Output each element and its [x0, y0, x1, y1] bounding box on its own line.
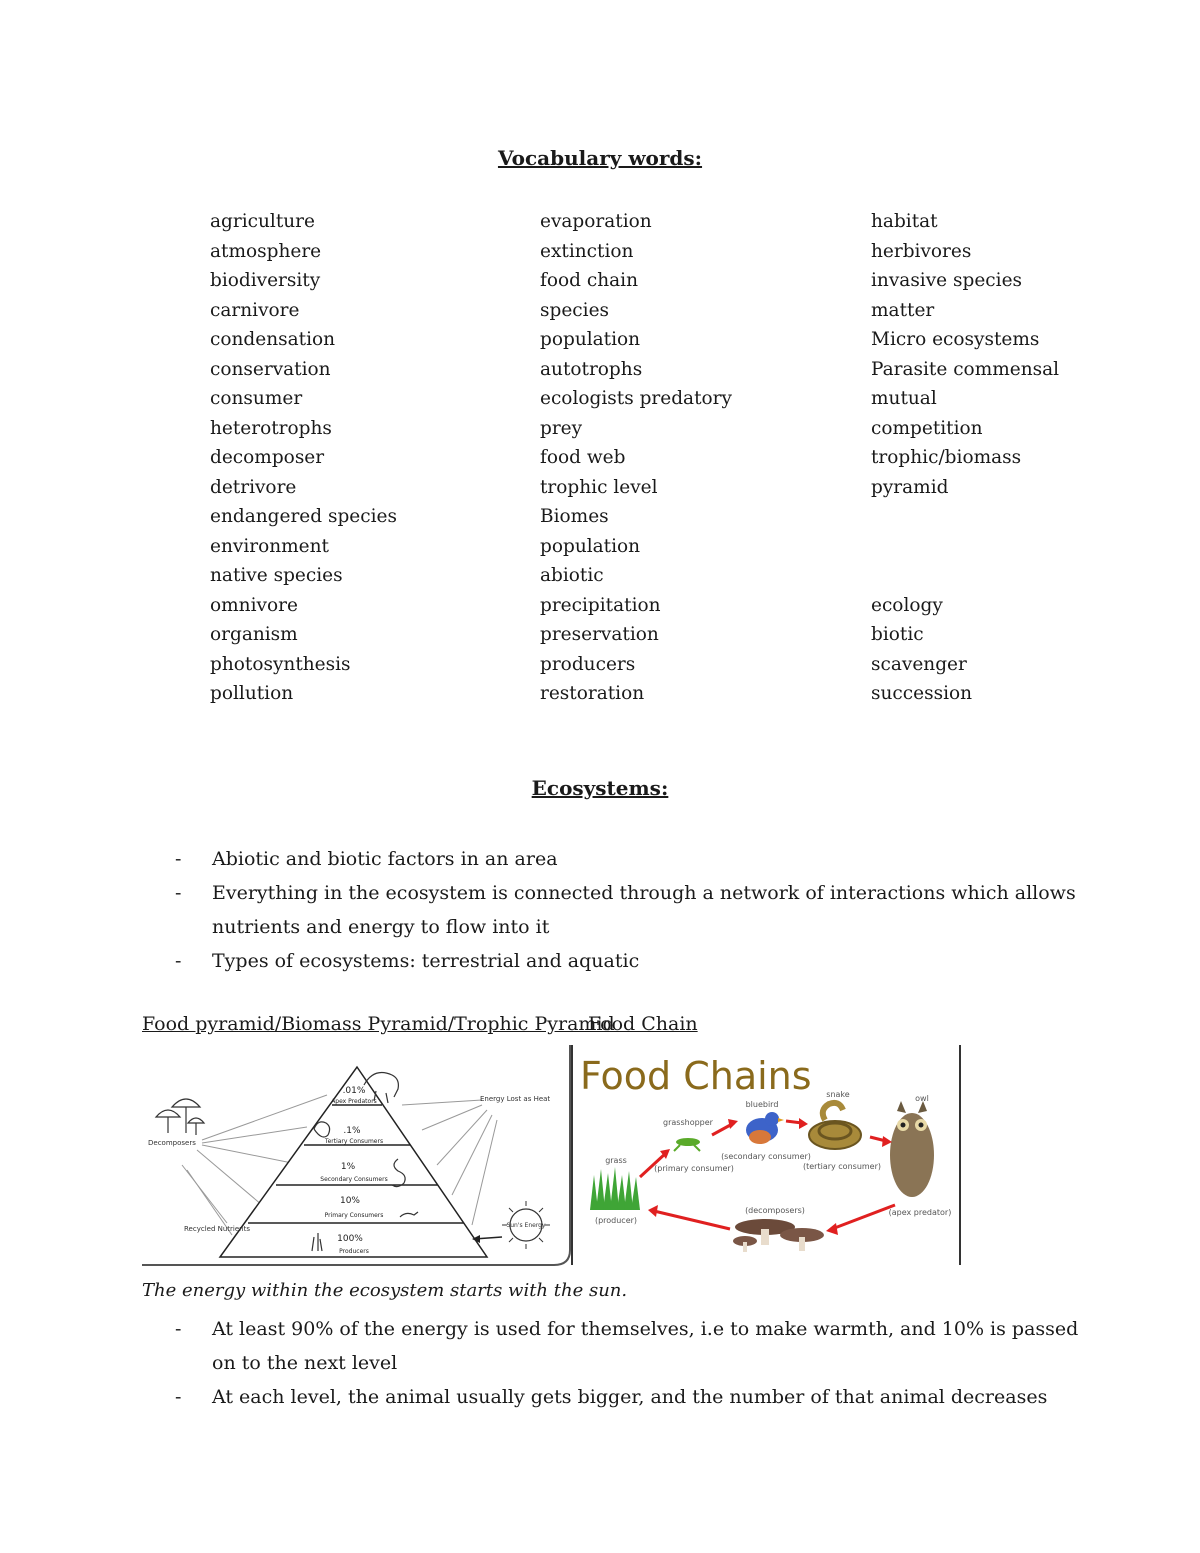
bluebird-role: (secondary consumer) [721, 1152, 811, 1161]
owl-icon [890, 1101, 934, 1197]
vocab-word: Biomes [540, 506, 609, 527]
owl-role: (apex predator) [888, 1208, 952, 1217]
vocab-word: invasive species [871, 270, 1023, 291]
list-item: - Types of ecosystems: terrestrial and aquatic [175, 950, 640, 972]
vocab-word: abiotic [540, 565, 604, 586]
energy-lost-label: Energy Lost as Heat [480, 1095, 551, 1103]
vocab-word: photosynthesis [210, 653, 351, 675]
vocab-word: ecologists predatory [540, 388, 732, 409]
vocab-word: omnivore [210, 594, 298, 616]
vocab-word: herbivores [871, 240, 972, 262]
vocab-word: producers [540, 653, 636, 675]
decomposers-label: Decomposers [148, 1139, 196, 1147]
vocab-word: Micro ecosystems [871, 329, 1040, 350]
vocab-word: autotrophs [540, 358, 643, 380]
sun-icon [502, 1201, 550, 1249]
pyramid-level-5-percent: 100% [337, 1234, 363, 1244]
mushroom-icon [733, 1219, 824, 1252]
food-chain-figure-label: Food Chain [588, 1013, 698, 1035]
vocab-word: population [540, 329, 641, 350]
vocab-word: pollution [210, 683, 294, 704]
vocab-word: pyramid [871, 476, 949, 498]
vocab-word [871, 532, 1059, 562]
vocab-column-2 [540, 207, 732, 709]
mushroom-icon [156, 1099, 204, 1135]
sun-energy-label: Sun's Energy [506, 1222, 546, 1229]
vocab-word: food web [540, 447, 626, 468]
pyramid-level-4-percent: 10% [339, 1196, 361, 1206]
vocab-word: decomposer [210, 447, 325, 468]
vocab-word: evaporation [540, 211, 652, 232]
vocab-word: environment [210, 535, 329, 557]
vocab-word: food chain [540, 270, 638, 291]
vocab-word: mutual [871, 388, 937, 409]
pyramid-level-2-label: Tertiary Consumers [324, 1138, 384, 1145]
vocab-column-3 [871, 207, 1059, 709]
grass-name: grass [605, 1156, 627, 1165]
vocab-word: prey [540, 417, 583, 439]
vocab-word: species [540, 299, 610, 321]
grasshopper-name: grasshopper [663, 1118, 713, 1127]
snake-name: snake [826, 1090, 850, 1099]
grasshopper-icon [674, 1138, 700, 1151]
list-item: - At each level, the animal usually gets bigger, and the number of that animal decreases [175, 1386, 1048, 1408]
grass-role: (producer) [594, 1216, 638, 1225]
grass-icon [590, 1167, 640, 1210]
pyramid-level-4-label: Primary Consumers [324, 1212, 384, 1219]
vocab-word: competition [871, 417, 983, 439]
vocab-word: consumer [210, 388, 303, 409]
snake-role: (tertiary consumer) [802, 1162, 882, 1171]
vocab-word: matter [871, 299, 935, 321]
vocab-word: precipitation [540, 594, 661, 616]
vocab-word: agriculture [210, 211, 315, 232]
vocab-word: trophic level [540, 476, 658, 498]
snake-icon [809, 1103, 861, 1149]
owl-name: owl [915, 1094, 929, 1103]
list-item: - Abiotic and biotic factors in an area [175, 848, 558, 870]
vocab-word: conservation [210, 358, 331, 380]
pyramid-level-5-label: Producers [339, 1248, 369, 1255]
vocab-word: Parasite commensal [871, 358, 1060, 380]
vocab-word: native species [210, 565, 343, 586]
ecosystems-heading: Ecosystems: [531, 776, 669, 800]
ecosystems-bullet-list [170, 842, 1090, 978]
pyramid-level-3-percent: 1% [340, 1162, 356, 1172]
list-item: - Everything in the ecosystem is connected through a network of interactions which allows nutrients and energy to flow into it [175, 882, 1076, 938]
vocab-word: organism [210, 624, 298, 645]
vocab-word: trophic/biomass [871, 447, 1022, 468]
vocab-word: extinction [540, 240, 634, 262]
vocabulary-heading: Vocabulary words: [497, 146, 703, 170]
decomposers-role: (decomposers) [745, 1206, 805, 1215]
food-chain-diagram [570, 1045, 965, 1270]
vocab-word: detrivore [210, 476, 297, 498]
vocab-column-1 [210, 207, 397, 709]
pyramid-level-1-label: Apex Predators [331, 1098, 377, 1105]
vocab-word: condensation [210, 329, 336, 350]
vocab-word: endangered species [210, 506, 397, 527]
vocab-word: carnivore [210, 299, 300, 321]
energy-caption: The energy within the ecosystem starts with the sun. [142, 1280, 628, 1301]
energy-bullet-list [170, 1312, 1090, 1414]
vocab-word [871, 561, 1059, 591]
vocab-word: succession [871, 683, 973, 704]
pyramid-level-3-label: Secondary Consumers [320, 1176, 388, 1183]
vocab-word: atmosphere [210, 240, 322, 262]
bluebird-icon [746, 1112, 784, 1144]
vocab-word: scavenger [871, 653, 967, 675]
food-chains-title: Food Chains [580, 1054, 812, 1098]
pyramid-level-1-percent: .01% [342, 1086, 366, 1096]
vocab-word: biotic [871, 624, 924, 645]
pyramid-figure-label: Food pyramid/Biomass Pyramid/Trophic Pyramid [142, 1013, 615, 1035]
pyramid-level-2-percent: .1% [343, 1126, 361, 1136]
vocab-word: preservation [540, 624, 659, 645]
vocab-word: heterotrophs [210, 417, 332, 439]
vocab-word: restoration [540, 683, 645, 704]
bluebird-name: bluebird [745, 1100, 779, 1109]
vocab-word: population [540, 535, 641, 557]
vocab-word: habitat [871, 211, 938, 232]
vocab-word: ecology [871, 594, 943, 616]
recycled-nutrients-label: Recycled Nutrients [184, 1225, 250, 1233]
vocab-word: biodiversity [210, 270, 321, 291]
list-item: - At least 90% of the energy is used for themselves, i.e to make warmth, and 10% is passed on to the next level [175, 1318, 1079, 1374]
trophic-pyramid-diagram [142, 1045, 572, 1270]
grasshopper-role: (primary consumer) [654, 1164, 734, 1173]
vocab-word [871, 502, 1059, 532]
